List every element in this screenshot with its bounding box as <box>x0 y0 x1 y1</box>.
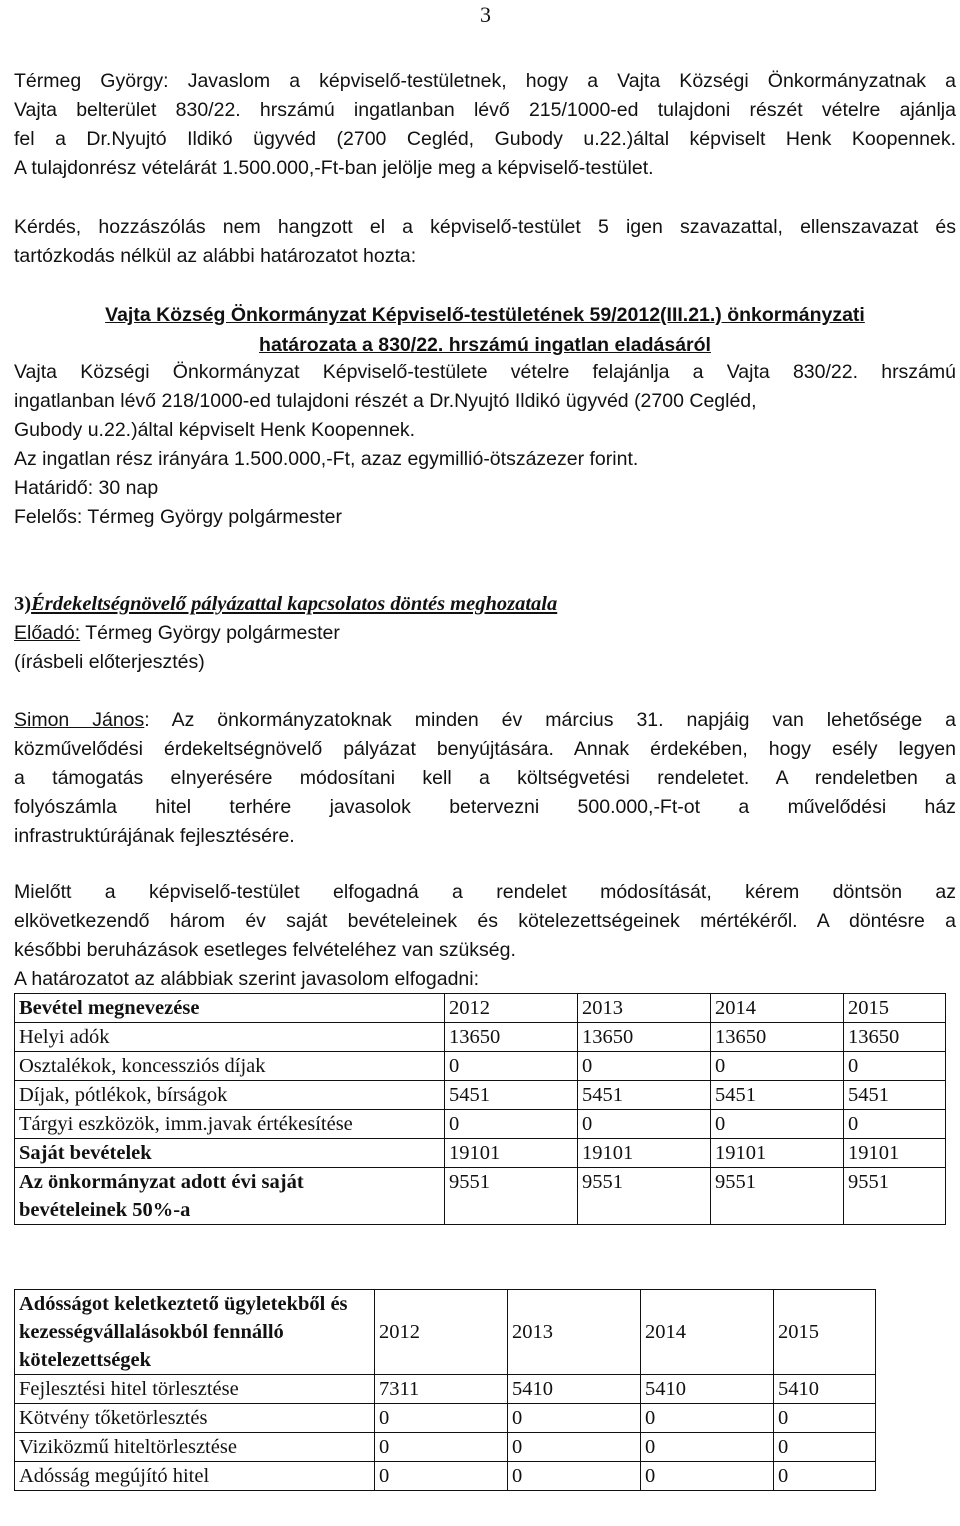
debt-table <box>14 1289 876 1491</box>
simon-paragraph: Simon János: Az önkormányzatoknak minden év március 31. napjáig van lehetősége a közművelődési érdekeltségnövelő pályázat benyújtására. Annak érdekében, hogy esély legyen a támogatás elnyerésére módosítani kell a költségvetési rendeletet. A rendeletben a folyószámla hitel terhére javasolok betervezni 500.000,-Ft-ot a művelődési ház infrastruktúrájának fejlesztésére. <box>14 709 956 847</box>
table-header-row: Adósságot keletkeztető ügyletekből és kezességvállalásokból fennálló kötelezettségek 2012 2013 2014 2015 <box>15 1290 876 1375</box>
vote-paragraph: Kérdés, hozzászólás nem hangzott el a képviselő-testület 5 igen szavazattal, ellenszavazat és tartózkodás nélkül az alábbi határozatot hozta: <box>14 216 956 267</box>
table-row-half: Az önkormányzat adott évi saját bevételeinek 50%-a 9551 9551 9551 9551 <box>15 1168 946 1225</box>
table-row: Viziközmű hiteltörlesztése 0 0 0 0 <box>15 1433 876 1462</box>
table-row: Fejlesztési hitel törlesztése 7311 5410 5410 5410 <box>15 1375 876 1404</box>
intro-line: A tulajdonrész vételárát 1.500.000,-Ft-ban jelölje meg a képviselő-testület. <box>14 157 654 179</box>
agenda-item-heading: 3)Érdekeltségnövelő pályázattal kapcsolatos döntés meghozatala Előadó: Térmeg György polgármester (írásbeli előterjesztés) <box>14 590 956 677</box>
agenda-note: (írásbeli előterjesztés) <box>14 651 205 673</box>
table-row: Osztalékok, koncessziós díjak 0 0 0 0 <box>15 1052 946 1081</box>
table-row: Adósság megújító hitel 0 0 0 0 <box>15 1462 876 1491</box>
speaker-name: Simon János <box>14 709 145 731</box>
resolution-body: Vajta Községi Önkormányzat Képviselő-testülete vételre felajánlja a Vajta 830/22. hrszámú ingatlanban lévő 218/1000-ed tulajdoni részét a Dr.Nyujtó Ildikó ügyvéd (2700 Cegléd, Gubody u.22.)által képviselt Henk Koopennek. Az ingatlan rész irányára 1.500.000,-Ft, azaz egymillió-ötszázezer forint. Határidő: 30 nap Felelős: Térmeg György polgármester <box>14 358 956 532</box>
table-header-row: Bevétel megnevezése 2012 2013 2014 2015 <box>15 994 946 1023</box>
agenda-title: Érdekeltségnövelő pályázattal kapcsolatos döntés meghozatala <box>31 593 558 615</box>
speaker-name: Térmeg György <box>14 70 164 92</box>
intro-line: fel a Dr.Nyujtó Ildikó ügyvéd (2700 Cegléd, Gubody u.22.)által képviselt Henk Koopennek. <box>14 128 956 150</box>
table-row-own-income: Saját bevételek 19101 19101 19101 19101 <box>15 1139 946 1168</box>
intro-line: Vajta belterület 830/22. hrszámú ingatlanban lévő 215/1000-ed tulajdoni részét vételre ajánlja <box>14 99 956 121</box>
presenter-label: Előadó: <box>14 622 81 644</box>
intro-paragraph <box>14 67 956 183</box>
page-number: 3 <box>480 2 491 27</box>
table-row: Kötvény tőketörlesztés 0 0 0 0 <box>15 1404 876 1433</box>
income-table <box>14 993 946 1225</box>
simon-paragraph-2: Mielőtt a képviselő-testület elfogadná a rendelet módosítását, kérem döntsön az elkövetkezendő három év saját bevételeinek és kötelezettségeinek mértékéről. A döntésre a későbbi beruházások esetleges felvételéhez van szükség. A határozatot az alábbiak szerint javasolom elfogadni: <box>14 878 956 994</box>
table-row: Helyi adók 13650 13650 13650 13650 <box>15 1023 946 1052</box>
intro-line: Térmeg György: Javaslom a képviselő-testületnek, hogy a Vajta Községi Önkormányzatnak a <box>14 70 957 92</box>
table-row: Tárgyi eszközök, imm.javak értékesítése 0 0 0 0 <box>15 1110 946 1139</box>
proposal-line: A határozatot az alábbiak szerint javasolom elfogadni: <box>14 968 480 990</box>
responsible: Felelős: Térmeg György polgármester <box>14 506 343 528</box>
resolution-title: Vajta Község Önkormányzat Képviselő-testületének 59/2012(III.21.) önkormányzati határozata a 830/22. hrszámú ingatlan eladásáról <box>105 304 865 356</box>
table-row: Díjak, pótlékok, bírságok 5451 5451 5451 5451 <box>15 1081 946 1110</box>
deadline: Határidő: 30 nap <box>14 477 159 499</box>
